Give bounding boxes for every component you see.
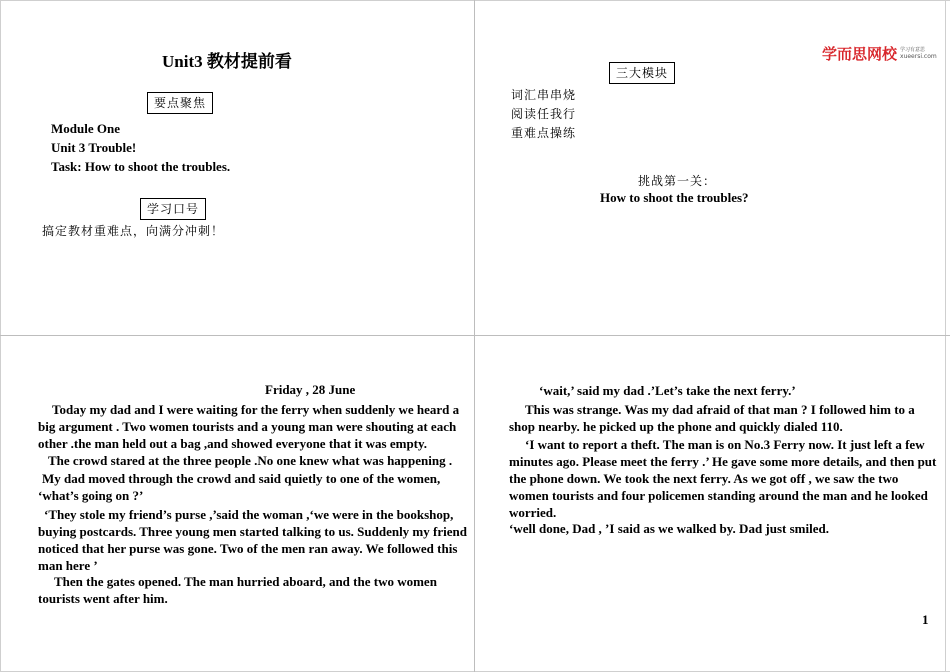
page-number: 1 (922, 612, 929, 627)
vertical-divider (474, 0, 475, 672)
story-paragraph-1: Today my dad and I were waiting for the ferry when suddenly we heard a big argument . Two women tourists and a young man were shouting at each other .the man held out a bag ,and showed everyone that it was empty. (38, 402, 460, 451)
story-paragraph-4: ‘They stole my friend’s purse ,’said the woman ,‘we were in the bookshop, buying postcards. Three young men started talking to us. Suddenly my friend noticed that her purse was gone. Two of the men ran away. We followed this man here ’ (38, 507, 467, 573)
logo-tagline: 学习有意思 (900, 46, 926, 53)
challenge-title: How to shoot the troubles? (600, 190, 749, 205)
story-paragraph-3: My dad moved through the crowd and said quietly to one of the women, ‘what’s going on ?’ (38, 471, 441, 503)
page-border-left (0, 0, 1, 672)
slide-1-title: Unit3 教材提前看 (162, 52, 292, 71)
task-line: Task: How to shoot the troubles. (51, 159, 231, 174)
brand-logo (822, 43, 937, 64)
story-paragraph-9: ‘well done, Dad , ’I said as we walked by. Dad just smiled. (509, 521, 829, 536)
logo-domain: xueersi.com (900, 52, 937, 60)
story-paragraph-7: This was strange. Was my dad afraid of that man ? I followed him to a shop nearby. he picked up the phone and quickly dialed 110. (509, 402, 915, 434)
module-line: Module One (51, 121, 120, 136)
horizontal-divider (0, 335, 950, 336)
unit-line: Unit 3 Trouble! (51, 140, 137, 155)
story-paragraph-6: ‘wait,’ said my dad .’Let’s take the next ferry.’ (539, 383, 796, 398)
slogan-box: 学习口号 (140, 198, 206, 220)
logo-wordmark: 学而思网校 (822, 45, 898, 63)
module-reading: 阅读任我行 (511, 107, 577, 121)
module-vocab: 词汇串串烧 (511, 88, 577, 102)
story-paragraph-8: ‘I want to report a theft. The man is on No.3 Ferry now. It just left a few minutes ago. Please meet the ferry .’ He gave some more details, and then put the phone down. We took the next ferry. As we got off , we saw the two women tourists and four policemen standing around the man and he looked worried. (509, 437, 937, 520)
module-practice: 重难点操练 (511, 126, 577, 140)
page-border-right (945, 0, 946, 672)
slogan-text: 搞定教材重难点，向满分冲刺！ (42, 224, 225, 238)
diary-date: Friday , 28 June (265, 382, 356, 397)
story-paragraph-5: Then the gates opened. The man hurried aboard, and the two women tourists went after him. (38, 574, 437, 606)
key-points-box: 要点聚焦 (147, 92, 213, 114)
logo-subtext (900, 48, 937, 60)
page-border-top (0, 0, 950, 1)
challenge-label: 挑战第一关： (638, 174, 717, 188)
three-modules-box: 三大模块 (609, 62, 675, 84)
story-paragraph-2: The crowd stared at the three people .No one knew what was happening . (48, 453, 453, 468)
